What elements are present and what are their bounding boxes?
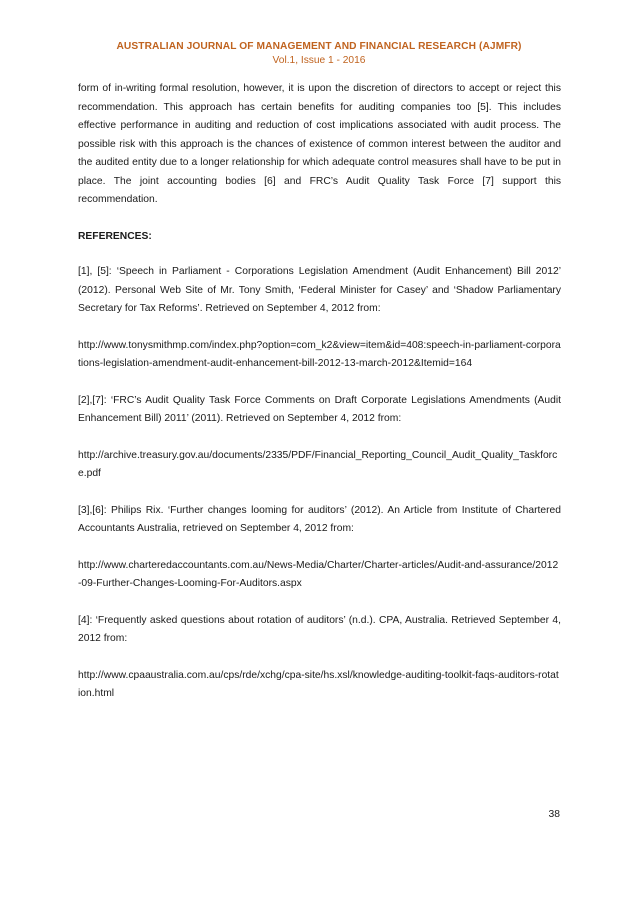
document-body	[78, 80, 561, 722]
reference-url-1[interactable]: http://www.tonysmithmp.com/index.php?option=com_k2&view=item&id=408:speech-in-parliament-corporations-legislation-amendment-audit-enhancement-bill-2012-13-march-2012&Itemid=164	[78, 339, 561, 369]
reference-citation-2: [2],[7]: ‘FRC’s Audit Quality Task Force Comments on Draft Corporate Legislations Amendments (Audit Enhancement Bill) 2011’ (2011). Retrieved on September 4, 2012 from:	[78, 394, 561, 424]
references-heading: REFERENCES:	[78, 230, 152, 242]
page-number: 38	[548, 809, 560, 820]
reference-citation-4: [4]: ‘Frequently asked questions about rotation of auditors’ (n.d.). CPA, Australia. Retrieved September 4, 2012 from:	[78, 614, 561, 644]
reference-citation-1: [1], [5]: ‘Speech in Parliament - Corporations Legislation Amendment (Audit Enhancement) Bill 2012’ (2012). Personal Web Site of Mr. Tony Smith, ‘Federal Minister for Casey’ and ‘Shadow Parliamentary Secretary for Tax Reforms’. Retrieved on September 4, 2012 from:	[78, 266, 561, 314]
page-header	[0, 40, 638, 68]
reference-url-3[interactable]: http://www.charteredaccountants.com.au/News-Media/Charter/Charter-articles/Audit-and-assurance/2012-09-Further-Changes-Looming-For-Auditors.aspx	[78, 559, 559, 589]
reference-citation-3: [3],[6]: Philips Rix. ‘Further changes looming for auditors’ (2012). An Article from Institute of Chartered Accountants Australia, retrieved on September 4, 2012 from:	[78, 504, 561, 534]
reference-url-2[interactable]: http://archive.treasury.gov.au/documents/2335/PDF/Financial_Reporting_Council_Audit_Quality_Taskforce.pdf	[78, 449, 558, 479]
issue-info: Vol.1, Issue 1 - 2016	[272, 55, 366, 66]
journal-title: AUSTRALIAN JOURNAL OF MANAGEMENT AND FINANCIAL RESEARCH (AJMFR)	[116, 41, 522, 52]
reference-url-4[interactable]: http://www.cpaaustralia.com.au/cps/rde/xchg/cpa-site/hs.xsl/knowledge-auditing-toolkit-faqs-auditors-rotation.html	[78, 669, 559, 699]
intro-paragraph: form of in-writing formal resolution, however, it is upon the discretion of directors to accept or reject this recommendation. This approach has certain benefits for auditing companies too [5]. This includes effective performance in auditing and reduction of cost implications associated with audit process. The possible risk with this approach is the chances of existence of common interest between the auditor and the audited entity due to a longer relationship for which adequate control measures shall have to be put in place. The joint accounting bodies [6] and FRC’s Audit Quality Task Force [7] support this recommendation.	[78, 83, 561, 205]
